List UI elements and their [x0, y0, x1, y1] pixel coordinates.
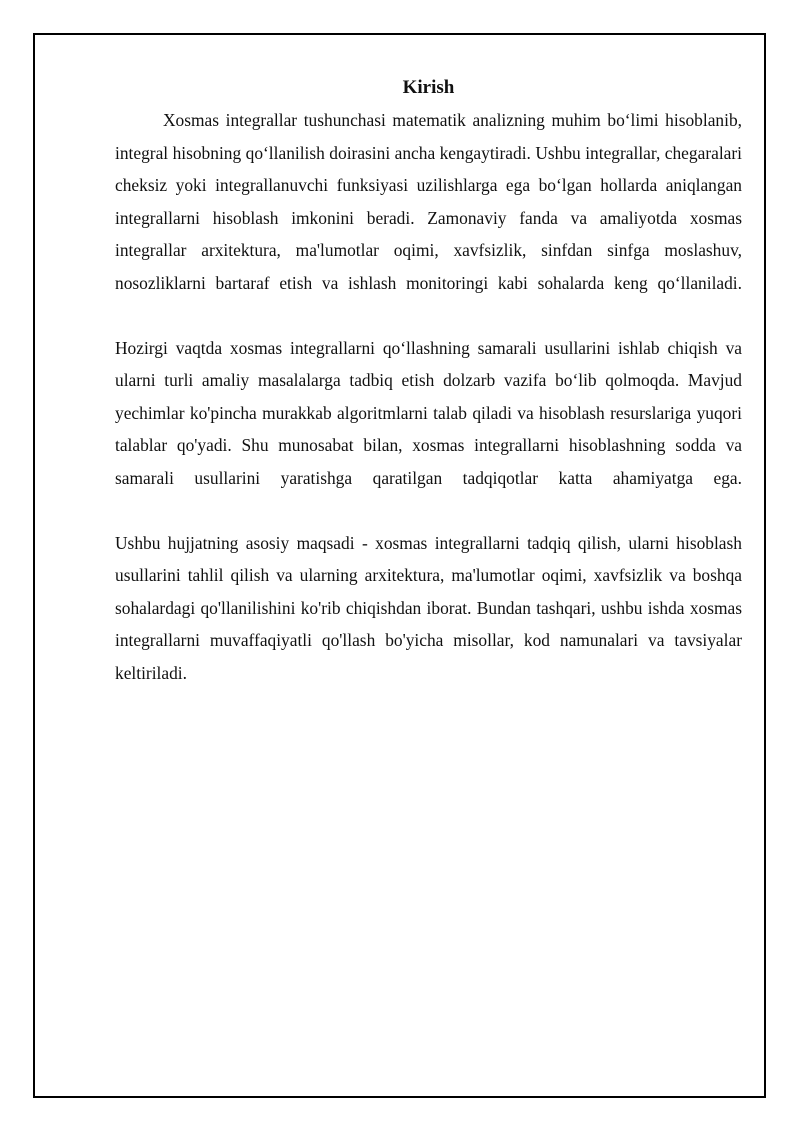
paragraph-relevance: Hozirgi vaqtda xosmas integrallarni qo‘llashning samarali usullarini ishlab chiqish va ularni turli amaliy masalalarga tadbiq etish dolzarb vazifa bo‘lib qolmoqda. Mavjud yechimlar ko'pincha murakkab algoritmlarni talab qiladi va hisoblash resurslariga yuqori talablar qo'yadi. Shu munosabat bilan, xosmas integrallarni hisoblashning sodda va samarali usullarini yaratishga qaratilgan tadqiqotlar katta ahamiyatga ega. — [115, 337, 742, 488]
document-title: Kirish — [402, 77, 455, 98]
paragraph-intro: Xosmas integrallar tushunchasi matematik analizning muhim bo‘limi hisoblanib, integral hisobning qo‘llanilish doirasini ancha kengaytiradi. Ushbu integrallar, chegaralari cheksiz yoki integrallanuvchi funksiyasi uzilishlarga ega bo‘lgan hollarda aniqlangan integrallarni hisoblash imkonini beradi. Zamonaviy fanda va amaliyotda xosmas integrallar arxitektura, ma'lumotlar oqimi, xavfsizlik, sinfdan sinfga moslashuv, nosozliklarni bartaraf etish va ishlash monitoringi kabi sohalarda keng qo‘llaniladi. — [115, 110, 742, 293]
paragraph-purpose: Ushbu hujjatning asosiy maqsadi - xosmas integrallarni tadqiq qilish, ularni hisoblash usullarini tahlil qilish va ularning arxitektura, ma'lumotlar oqimi, xavfsizlik va boshqa sohalardagi qo'llanilishini ko'rib chiqishdan iborat. Bundan tashqari, ushbu ishda xosmas integrallarni muvaffaqiyatli qo'llash bo'yicha misollar, kod namunalari va tavsiyalar keltiriladi. — [115, 532, 742, 683]
paragraph-spacer — [115, 299, 742, 332]
paragraph-spacer — [115, 494, 742, 527]
document-body — [115, 72, 742, 689]
